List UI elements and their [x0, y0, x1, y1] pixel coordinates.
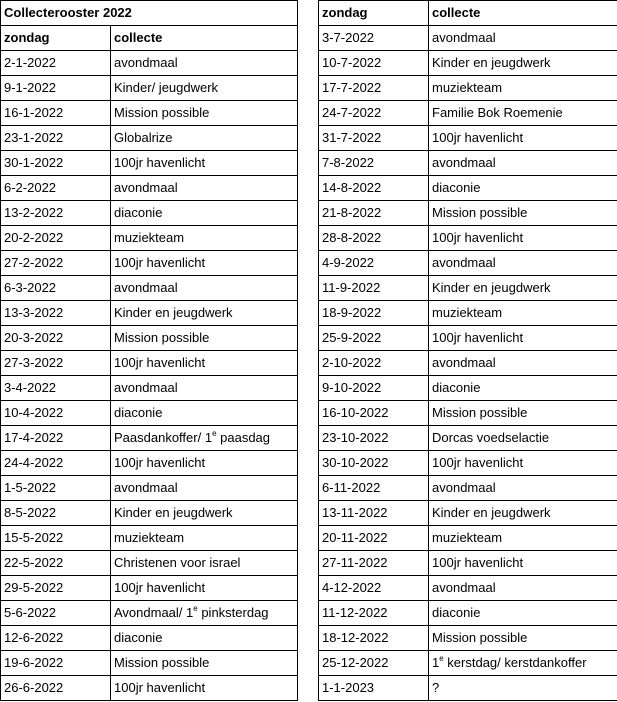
table-row [319, 76, 617, 101]
date-cell[interactable]: 20-2-2022 [1, 226, 111, 251]
table-row [1, 301, 298, 326]
header-collecte[interactable]: collecte [111, 26, 298, 51]
collecte-cell[interactable]: Kinder en jeugdwerk [111, 301, 298, 326]
date-cell[interactable]: 2-10-2022 [319, 351, 429, 376]
date-cell[interactable]: 19-6-2022 [1, 651, 111, 676]
collecte-cell[interactable]: 100jr havenlicht [429, 551, 617, 576]
collecte-text: pinksterdag [197, 605, 269, 620]
table-row [1, 226, 298, 251]
table-row [319, 276, 617, 301]
collecte-cell[interactable]: Kinder en jeugdwerk [429, 501, 617, 526]
table-row [319, 501, 617, 526]
date-cell[interactable]: 26-6-2022 [1, 676, 111, 701]
date-cell[interactable]: 4-9-2022 [319, 251, 429, 276]
date-cell[interactable]: 16-10-2022 [319, 401, 429, 426]
date-cell[interactable]: 27-3-2022 [1, 351, 111, 376]
date-cell[interactable]: 25-9-2022 [319, 326, 429, 351]
date-cell[interactable]: 22-5-2022 [1, 551, 111, 576]
date-cell[interactable]: 9-1-2022 [1, 76, 111, 101]
collecte-cell[interactable]: muziekteam [111, 226, 298, 251]
table-row [319, 476, 617, 501]
date-cell[interactable]: 11-12-2022 [319, 601, 429, 626]
collecte-cell[interactable]: Kinder en jeugdwerk [429, 51, 617, 76]
date-cell[interactable]: 29-5-2022 [1, 576, 111, 601]
date-cell[interactable]: 11-9-2022 [319, 276, 429, 301]
table-row [1, 601, 298, 626]
table-row [319, 251, 617, 276]
date-cell[interactable]: 20-3-2022 [1, 326, 111, 351]
collecte-cell[interactable]: avondmaal [429, 351, 617, 376]
table-row [1, 426, 298, 451]
table-row [1, 251, 298, 276]
table-row [1, 151, 298, 176]
date-cell[interactable]: 16-1-2022 [1, 101, 111, 126]
date-cell[interactable]: 23-1-2022 [1, 126, 111, 151]
table-row [319, 526, 617, 551]
collecte-cell[interactable]: Kinder/ jeugdwerk [111, 76, 298, 101]
date-cell[interactable]: 27-11-2022 [319, 551, 429, 576]
table-row [319, 551, 617, 576]
date-cell[interactable]: 10-7-2022 [319, 51, 429, 76]
date-cell[interactable]: 28-8-2022 [319, 226, 429, 251]
date-cell[interactable]: 18-12-2022 [319, 626, 429, 651]
table-row [319, 26, 617, 51]
collecte-cell[interactable] [429, 651, 617, 676]
table-row [1, 201, 298, 226]
collecte-text: 1 [432, 655, 440, 670]
collecte-text: kerstdag/ kerstdankoffer [443, 655, 587, 670]
date-cell[interactable]: 12-6-2022 [1, 626, 111, 651]
collecte-cell[interactable]: avondmaal [111, 176, 298, 201]
table-row [1, 326, 298, 351]
table-row [1, 376, 298, 401]
date-cell[interactable]: 21-8-2022 [319, 201, 429, 226]
date-cell[interactable]: 30-10-2022 [319, 451, 429, 476]
table-row [1, 126, 298, 151]
collecte-cell[interactable]: avondmaal [111, 376, 298, 401]
date-cell[interactable]: 1-1-2023 [319, 676, 429, 701]
collecte-cell[interactable]: 100jr havenlicht [111, 351, 298, 376]
table-row [1, 76, 298, 101]
collecte-cell[interactable]: 100jr havenlicht [429, 126, 617, 151]
collecte-cell[interactable]: diaconie [429, 601, 617, 626]
date-cell[interactable]: 27-2-2022 [1, 251, 111, 276]
collecte-text: Paasdankoffer/ 1 [114, 430, 213, 445]
ordinal-superscript: e [193, 604, 198, 613]
collecte-cell[interactable]: avondmaal [111, 276, 298, 301]
collecte-cell[interactable]: Mission possible [429, 626, 617, 651]
ordinal-superscript: e [212, 429, 217, 438]
table-row [319, 226, 617, 251]
date-cell[interactable]: 24-4-2022 [1, 451, 111, 476]
collecte-cell[interactable]: 100jr havenlicht [111, 251, 298, 276]
collecte-cell[interactable]: avondmaal [429, 476, 617, 501]
date-cell[interactable]: 20-11-2022 [319, 526, 429, 551]
table-row [319, 326, 617, 351]
date-cell[interactable]: 9-10-2022 [319, 376, 429, 401]
collecte-cell[interactable]: diaconie [429, 176, 617, 201]
collecte-cell[interactable]: avondmaal [111, 476, 298, 501]
collecte-cell[interactable]: Christenen voor israel [111, 551, 298, 576]
collecte-cell[interactable]: diaconie [111, 201, 298, 226]
collecte-cell[interactable]: 100jr havenlicht [429, 326, 617, 351]
collecte-cell[interactable]: Mission possible [111, 326, 298, 351]
table-row [1, 626, 298, 651]
table-row [1, 101, 298, 126]
collecte-cell[interactable] [111, 426, 298, 451]
table-row [319, 426, 617, 451]
collecte-cell[interactable]: avondmaal [429, 26, 617, 51]
sheet-title[interactable]: Collecterooster 2022 [1, 1, 298, 26]
date-cell[interactable]: 1-5-2022 [1, 476, 111, 501]
table-row [1, 576, 298, 601]
date-cell[interactable]: 30-1-2022 [1, 151, 111, 176]
collecte-cell[interactable]: 100jr havenlicht [111, 676, 298, 701]
header-zondag[interactable]: zondag [1, 26, 111, 51]
date-cell[interactable]: 18-9-2022 [319, 301, 429, 326]
header-row [1, 26, 298, 51]
date-cell[interactable]: 17-7-2022 [319, 76, 429, 101]
table-row [319, 51, 617, 76]
table-row [319, 401, 617, 426]
collecte-cell[interactable]: Mission possible [111, 101, 298, 126]
date-cell[interactable]: 13-11-2022 [319, 501, 429, 526]
date-cell[interactable]: 3-7-2022 [319, 26, 429, 51]
date-cell[interactable]: 7-8-2022 [319, 151, 429, 176]
title-row [1, 1, 298, 26]
table-row [319, 126, 617, 151]
date-cell[interactable]: 6-3-2022 [1, 276, 111, 301]
date-cell[interactable]: 6-11-2022 [319, 476, 429, 501]
collecte-cell[interactable]: Dorcas voedselactie [429, 426, 617, 451]
date-cell[interactable]: 13-3-2022 [1, 301, 111, 326]
schedule-table-left [0, 0, 298, 701]
table-row [319, 151, 617, 176]
collecte-cell[interactable]: 100jr havenlicht [429, 226, 617, 251]
date-cell[interactable]: 23-10-2022 [319, 426, 429, 451]
table-row [1, 276, 298, 301]
date-cell[interactable]: 17-4-2022 [1, 426, 111, 451]
date-cell[interactable]: 15-5-2022 [1, 526, 111, 551]
date-cell[interactable]: 14-8-2022 [319, 176, 429, 201]
date-cell[interactable]: 24-7-2022 [319, 101, 429, 126]
table-row [319, 376, 617, 401]
table-row [319, 201, 617, 226]
table-row [1, 551, 298, 576]
header-collecte[interactable]: collecte [429, 1, 617, 26]
collecte-cell[interactable]: Familie Bok Roemenie [429, 101, 617, 126]
date-cell[interactable]: 10-4-2022 [1, 401, 111, 426]
table-row [1, 176, 298, 201]
collecte-cell[interactable]: 100jr havenlicht [111, 151, 298, 176]
collecte-cell[interactable]: Mission possible [429, 401, 617, 426]
table-row [319, 451, 617, 476]
date-cell[interactable]: 31-7-2022 [319, 126, 429, 151]
collecte-cell[interactable]: muziekteam [429, 526, 617, 551]
collecte-cell[interactable]: Globalrize [111, 126, 298, 151]
collecte-cell[interactable]: avondmaal [429, 251, 617, 276]
date-cell[interactable]: 2-1-2022 [1, 51, 111, 76]
collecte-cell[interactable]: ? [429, 676, 617, 701]
table-row [1, 351, 298, 376]
table-row [319, 301, 617, 326]
date-cell[interactable]: 3-4-2022 [1, 376, 111, 401]
collecte-text: Avondmaal/ 1 [114, 605, 194, 620]
table-row [1, 501, 298, 526]
collecte-cell[interactable]: Mission possible [429, 201, 617, 226]
collecte-cell[interactable]: 100jr havenlicht [429, 451, 617, 476]
table-row [319, 676, 617, 701]
table-row [1, 451, 298, 476]
table-row [319, 626, 617, 651]
table-row [1, 476, 298, 501]
collecte-cell[interactable]: muziekteam [429, 76, 617, 101]
table-row [319, 101, 617, 126]
table-row [1, 401, 298, 426]
table-row [319, 651, 617, 676]
date-cell[interactable]: 25-12-2022 [319, 651, 429, 676]
date-cell[interactable]: 4-12-2022 [319, 576, 429, 601]
date-cell[interactable]: 8-5-2022 [1, 501, 111, 526]
collecte-cell[interactable]: muziekteam [429, 301, 617, 326]
schedule-table-right [318, 0, 617, 701]
table-row [1, 526, 298, 551]
date-cell[interactable]: 13-2-2022 [1, 201, 111, 226]
header-zondag[interactable]: zondag [319, 1, 429, 26]
collecte-cell[interactable]: avondmaal [111, 51, 298, 76]
collecte-cell[interactable]: 100jr havenlicht [111, 576, 298, 601]
date-cell[interactable]: 6-2-2022 [1, 176, 111, 201]
collecte-cell[interactable]: diaconie [111, 401, 298, 426]
collecte-cell[interactable]: Kinder en jeugdwerk [111, 501, 298, 526]
collecte-cell[interactable]: Mission possible [111, 651, 298, 676]
collecte-cell[interactable]: avondmaal [429, 151, 617, 176]
table-row [319, 601, 617, 626]
collecte-cell[interactable]: avondmaal [429, 576, 617, 601]
table-row [1, 51, 298, 76]
collecte-cell[interactable]: 100jr havenlicht [111, 451, 298, 476]
collecte-cell[interactable] [111, 601, 298, 626]
header-row [319, 1, 617, 26]
table-row [1, 651, 298, 676]
date-cell[interactable]: 5-6-2022 [1, 601, 111, 626]
collecte-cell[interactable]: Kinder en jeugdwerk [429, 276, 617, 301]
collecte-cell[interactable]: diaconie [111, 626, 298, 651]
collecte-cell[interactable]: muziekteam [111, 526, 298, 551]
table-row [319, 176, 617, 201]
table-row [319, 576, 617, 601]
collecte-text: paasdag [216, 430, 271, 445]
table-row [319, 351, 617, 376]
table-row [1, 676, 298, 701]
ordinal-superscript: e [439, 654, 444, 663]
collecte-cell[interactable]: diaconie [429, 376, 617, 401]
